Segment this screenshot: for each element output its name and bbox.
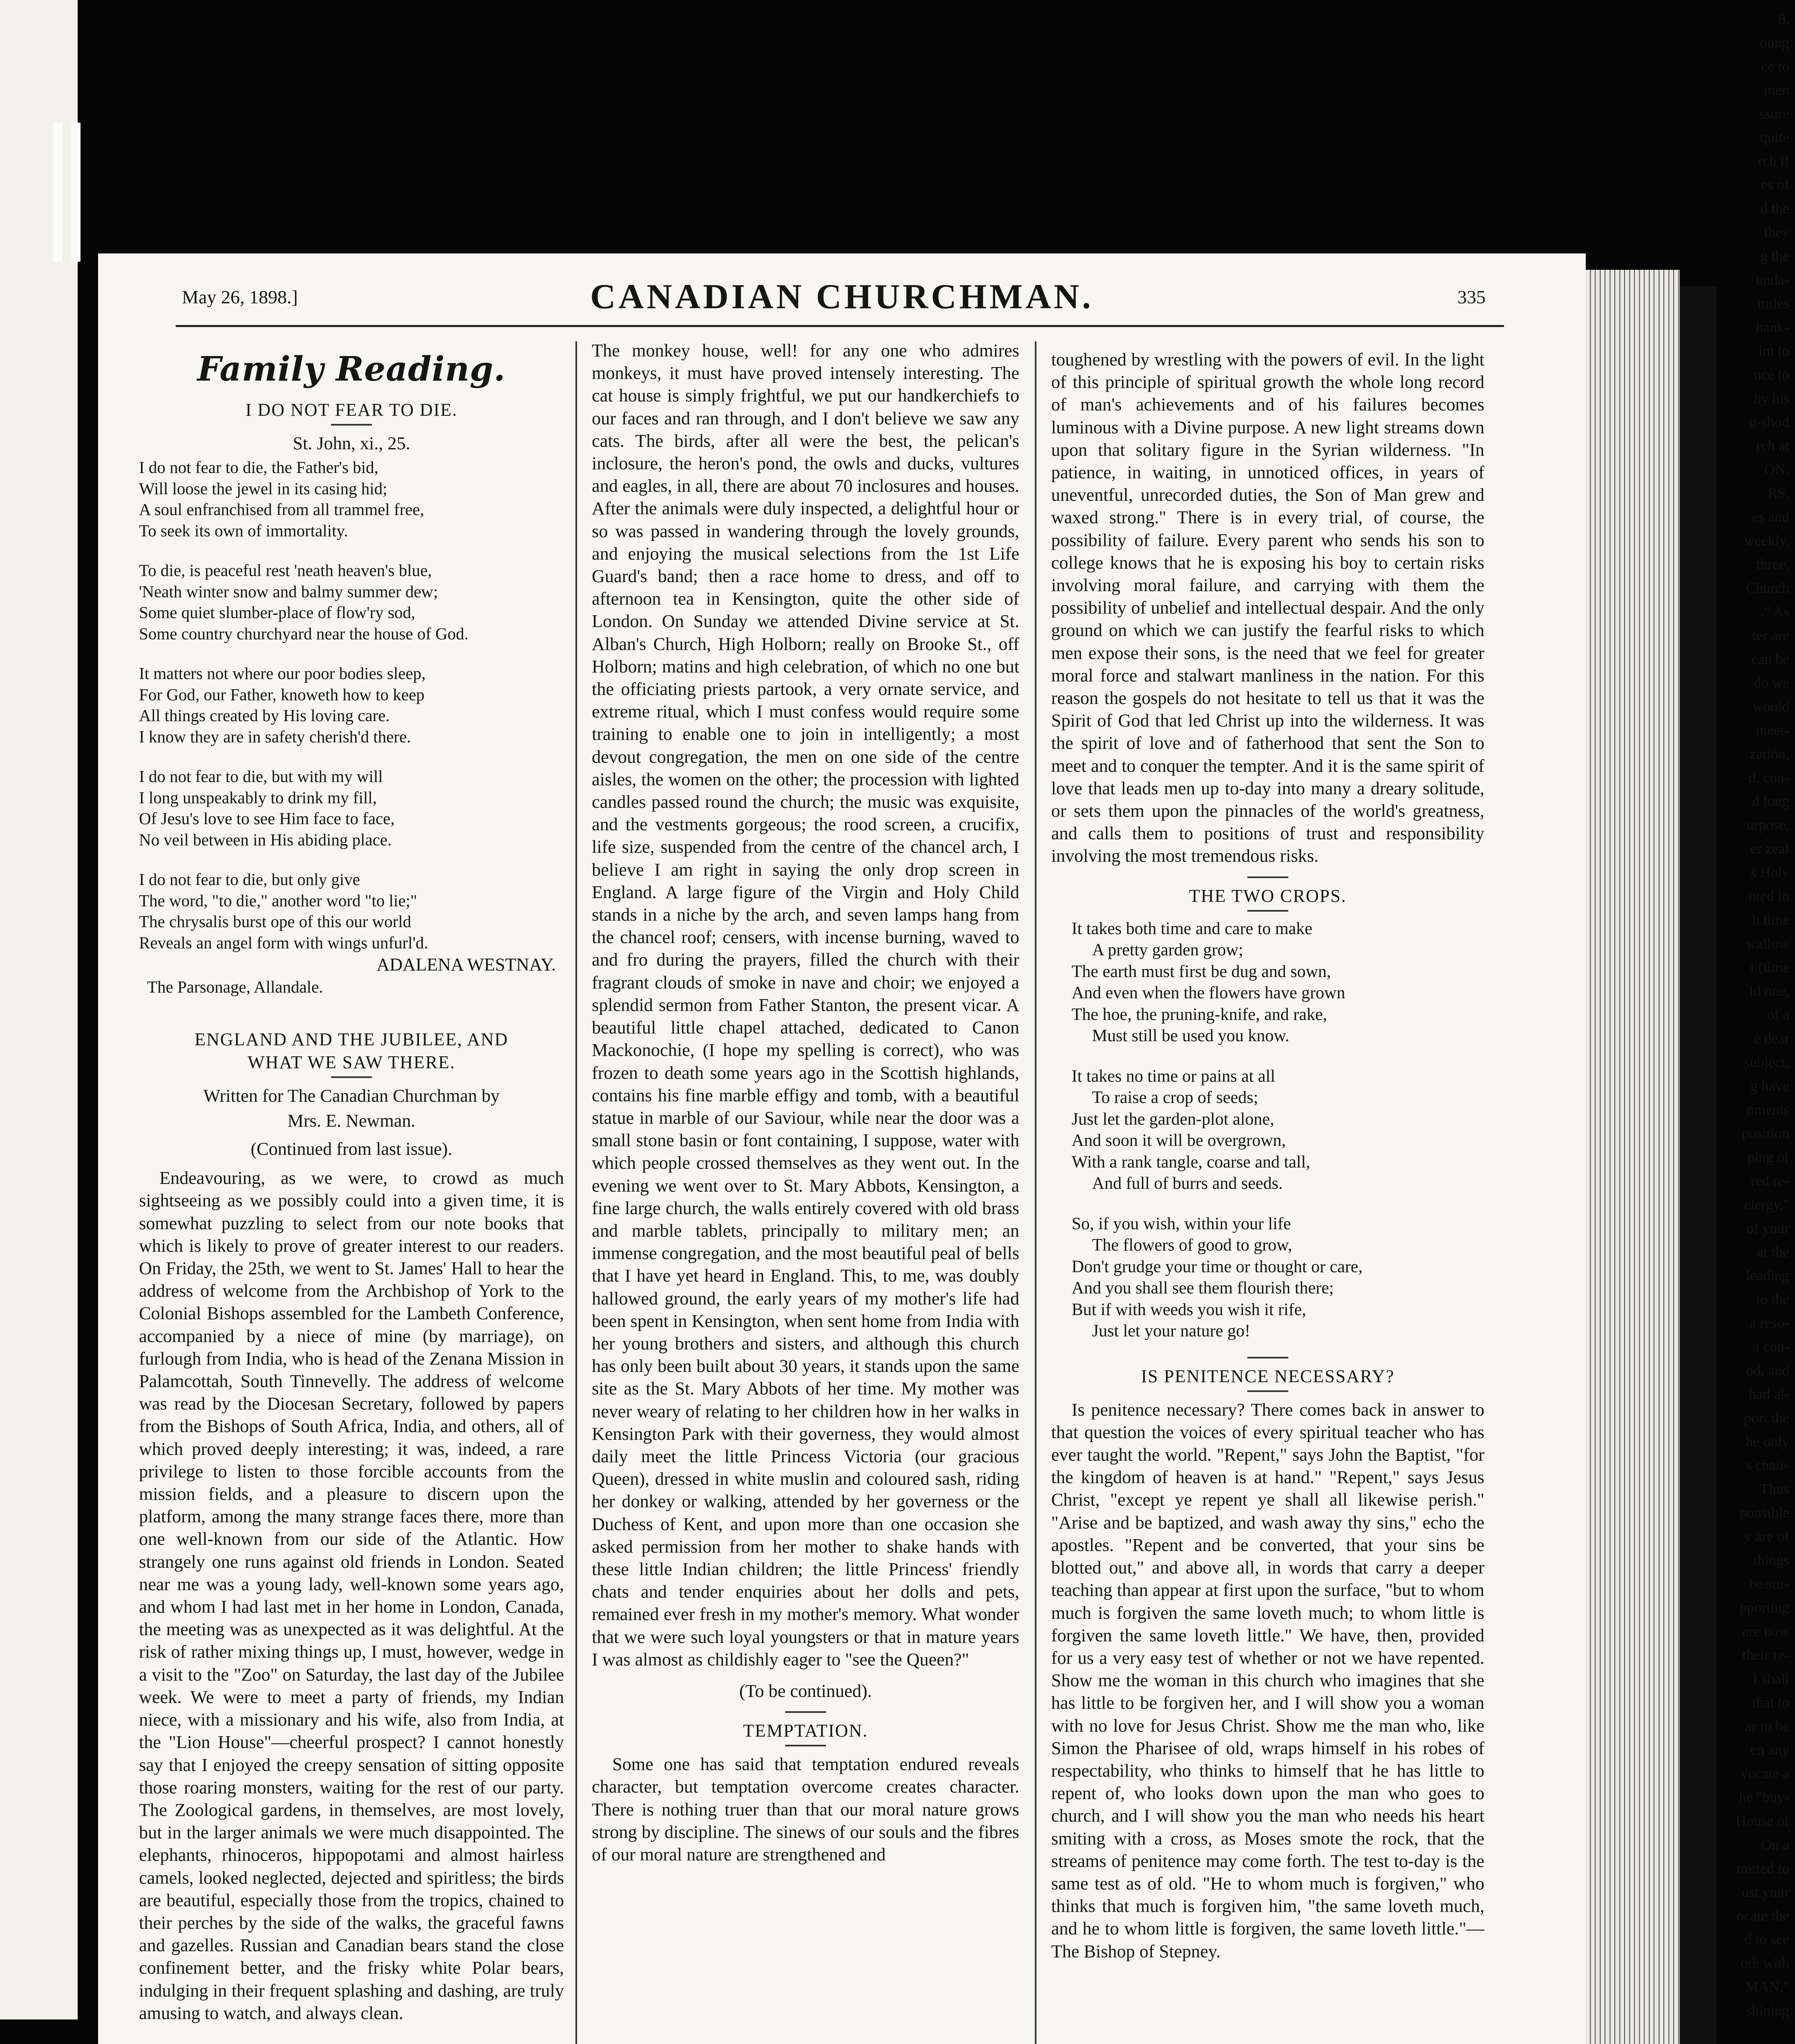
penitence-body: Is penitence necessary? There comes back in answer to that question the voices of every spiritual teacher who has ever taught the world. "Repent," says John the Baptist, "for the kingdom of heaven is at hand." "Repent," says Jesus Christ, "except ye repent ye shall all likewise perish." "Arise and be baptized, and wash away thy sins," echo the apostles. "Repent and be converted, that your sins be blotted out," and above all, in words that carry a deeper teaching than appear at first upon the surface, "but to whom much is forgiven the same loveth much; to whom little is forgiven the same loveth little." We have, then, provided for us a very easy test of whether or not we have repented. Show me the woman in this church who imagines that she has little to be forgiven her, and I will show you a woman with no love for Jesus Christ. Show me the man who, like Simon the Pharisee of old, wraps himself in his robes of respectability, who thinks to himself that he has little to repent of, who looks down upon the man who goes to church, and I will show you the man who needs his heart smiting with a cross, as Moses smote the rock, that the streams of penitence may come forth. The test to-day is the same test as of old. "He to whom much is forgiven," who thinks that much is forgiven him, "the same loveth much, and he to whom little is forgiven, the same loveth little."—The Bishop of Stepney. bbox=[1051, 1399, 1484, 1961]
temptation-body: Some one has said that temptation endured reveals character, but temptation overcome creates character. There is nothing truer than that our moral nature grows strong by discipline. The sinews of our souls and the fibres of our moral nature are strengthened and bbox=[592, 1754, 1019, 1865]
stanza-break bbox=[139, 644, 564, 663]
poem-line: The flowers of good to grow, bbox=[1092, 1236, 1292, 1255]
article-title: ENGLAND AND THE JUBILEE, AND bbox=[195, 1029, 508, 1049]
poem-line: Just let the garden-plot alone, bbox=[1072, 1109, 1274, 1129]
header-rule bbox=[176, 325, 1504, 327]
poem-line: Don't grudge your time or thought or care, bbox=[1072, 1257, 1363, 1276]
section-rule bbox=[1247, 1357, 1288, 1358]
page-number: 335 bbox=[1457, 287, 1486, 307]
title-rule bbox=[1247, 1390, 1288, 1392]
poem-line: I long unspeakably to drink my fill, bbox=[139, 788, 377, 807]
poem-verses bbox=[139, 457, 564, 953]
title-rule bbox=[785, 1745, 826, 1746]
poem-line: With a rank tangle, coarse and tall, bbox=[1072, 1152, 1310, 1172]
masthead-title: CANADIAN CHURCHMAN. bbox=[590, 277, 1094, 316]
poem-reference: St. John, xi., 25. bbox=[293, 433, 410, 453]
poem-line: It takes both time and care to make bbox=[1072, 919, 1312, 938]
poem-line: It takes no time or pains at all bbox=[1072, 1067, 1276, 1086]
column-3 bbox=[1051, 348, 1484, 1963]
column-divider bbox=[575, 341, 577, 2044]
binding-shadow bbox=[1680, 286, 1717, 2044]
stanza-break bbox=[139, 850, 564, 869]
column-2 bbox=[592, 339, 1019, 1866]
stanza-break bbox=[1051, 1195, 1484, 1213]
poem-line: To die, is peaceful rest 'neath heaven's blue, bbox=[139, 561, 432, 580]
poem-line: Of Jesu's love to see Him face to face, bbox=[139, 809, 395, 828]
newspaper-page bbox=[98, 253, 1586, 2044]
poem-line: I do not fear to die, but only give bbox=[139, 870, 360, 889]
byline-author: Mrs. E. Newman. bbox=[287, 1110, 416, 1131]
poem-line: No veil between in His abiding place. bbox=[139, 830, 392, 849]
poem-line: Must still be used you know. bbox=[1092, 1026, 1289, 1046]
poem-line: All things created by His loving care. bbox=[139, 706, 390, 725]
stanza-break bbox=[139, 541, 564, 560]
section-rule bbox=[785, 1711, 826, 1713]
poem-line: And even when the flowers have grown bbox=[1072, 984, 1345, 1003]
poem-line: But if with weeds you wish it rife, bbox=[1072, 1300, 1306, 1319]
temptation-body-continued: toughened by wrestling with the powers of evil. In the light of this principle of spiritual growth the whole long record of man's achievements and of his failures becomes luminous with a Divine purpose. A new light streams down upon that solitary figure in the Syrian wilderness. "In patience, in waiting, in unnoticed offices, in years of uneventful, unrecorded duties, the Son of Man grew and waxed strong." There is in every trial, of course, the possibility of failure. Every parent who sends his son to college knows that he is exposing his boy to certain risks involving moral failure, and carrying with them the possibility of unbelief and intellectual despair. And the only ground on which we can justify the fearful risks to which men expose their sons, is the need that we feel for greater moral force and stalwart manliness in the nation. For this reason the gospels do not hesitate to tell us that it was the Spirit of God that led Christ up into the wilderness. It was the spirit of love and of fatherhood that sent the Son to meet and to conquer the tempter. And it is the same spirit of love that leads men up to-day into many a dreary solitude, or sets them upon the pinnacles of the world's greatness, and calls them to positions of trust and responsibility involving the most tremendous risks. bbox=[1051, 350, 1484, 866]
column-divider bbox=[1035, 341, 1036, 2044]
article-title-line2: WHAT WE SAW THERE. bbox=[247, 1052, 456, 1072]
poem-line: Some quiet slumber-place of flow'ry sod, bbox=[139, 603, 416, 622]
poem-line: So, if you wish, within your life bbox=[1072, 1214, 1291, 1233]
poem-line: The hoe, the pruning-knife, and rake, bbox=[1072, 1005, 1327, 1024]
penitence-title: IS PENITENCE NECESSARY? bbox=[1141, 1366, 1395, 1386]
byline: Written for The Canadian Churchman by bbox=[203, 1085, 500, 1106]
article-body-continued: The monkey house, well! for any one who admires monkeys, it must have proved intensely interesting. The cat house is simply frightful, we put our handkerchiefs to our faces and ran through, and I don't believe we saw any cats. The birds, after all were the best, the pelican's inclosure, the heron's pond, the owls and ducks, vultures and eagles, in all, there are about 70 inclosures and houses. After the animals were duly inspected, a delightful hour or so was passed in wandering through the lovely grounds, and enjoying the musical selections from the 1st Life Guard's band; then a race home to dress, and off to afternoon tea in Kensington, quite the other side of London. On Sunday we attended Divine service at St. Alban's Church, High Holborn; really on Brooke St., off Holborn; matins and high celebration, of which no one but the officiating priests partook, a very ornate service, and extreme ritual, which I must confess would require some training to enable one to join in intelligently; a most devout congregation, the men on one side of the centre aisles, the women on the other; the procession with lighted candles passed round the church; the music was exquisite, and the vestments gorgeous; the rood screen, a crucifix, life size, suspended from the centre of the chancel arch, I believe I am right in saying the only drop screen in England. A large figure of the Virgin and Holy Child stands in a niche by the arch, and seven lamps hang from the chancel roof; censers, with incense burning, waved to and fro during the prayers, filled the church with their fragrant clouds of smoke in nave and choir; we enjoyed a splendid sermon from Father Stanton, the present vicar. A beautiful little chapel attached, dedicated to Canon Mackonochie, (I hope my spelling is correct), who was frozen to death some years ago in the Scottish highlands, contains his fine marble effigy and tomb, with a beautiful statue in marble of our Saviour, while near the door was a small stone basin or font containing, I suppose, water with which people crossed themselves as they went out. In the evening we went over to St. Mary Abbots, Kensington, a fine large church, the walls entirely covered with old brass and marble tablets, principally to military men; an immense congregation, and the most beautiful peal of bells that I have yet heard in England. This, to me, was doubly hallowed ground, the early years of my mother's life had been spent in Kensington, when sent home from India with her young brothers and sisters, and although this church has only been built about 30 years, it stands upon the same site as the St. Mary Abbots of her time. My mother was never weary of relating to her children how in her walks in Kensington Park with their governess, they would almost daily meet the little Princess Victoria (our gracious Queen), dressed in white muslin and coloured sash, riding her donkey or walking, attended by her governess or the Duchess of Kent, and upon more than one occasion she asked permission from her mother to shake hands with these little Indian children; the little Princess' friendly chats and tender enquiries about her dolls and pets, remained ever fresh in my mother's memory. What wonder that we were such loyal youngsters or that in mature years I was almost as childishly eager to "see the Queen?" bbox=[592, 341, 1019, 1670]
poem-line: The word, "to die," another word "to lie;" bbox=[139, 891, 417, 910]
title-rule bbox=[331, 424, 372, 426]
poem-title: THE TWO CROPS. bbox=[1189, 885, 1347, 906]
poem-line: A pretty garden grow; bbox=[1092, 941, 1243, 960]
poem-line: I do not fear to die, but with my will bbox=[139, 767, 383, 786]
poem-line: To seek its own of immortality. bbox=[139, 521, 348, 540]
column-1 bbox=[139, 337, 564, 2024]
poem-line: For God, our Father, knoweth how to keep bbox=[139, 685, 425, 704]
previous-page-fragment: 8. oung ce to men ssure quite rch if es of d the they g the unda- miles hank- im to nce to by his o-shod rch at ON. RS. es and weekly, three, Church ." As ter are can be do we would meet- zation, d, con- d long urpose, er zeal s Holy oted in h time wallow t (time ld one, of a e dear subject, g have nments position ping of red re- elergy." of your at the leading to the a reso- n con- od, and had al- port the he only s chair- Thus ponsible y are of things be sur- pporting are now their re- I shall that to ar to be en any vocate a he "buy- House of On a mitted to ust your ocate the d to see oth with MAN." shining bbox=[0, 0, 78, 2019]
poem-place: The Parsonage, Allandale. bbox=[147, 977, 323, 997]
title-rule bbox=[1247, 910, 1288, 912]
poem-line: And you shall see them flourish there; bbox=[1072, 1279, 1334, 1298]
poem-verses bbox=[1051, 918, 1484, 1342]
poem-line: A soul enfranchised from all trammel free, bbox=[139, 500, 424, 519]
to-be-continued: (To be continued). bbox=[739, 1681, 872, 1701]
continued-note: (Continued from last issue). bbox=[251, 1139, 452, 1159]
poem-title: I DO NOT FEAR TO DIE. bbox=[245, 400, 458, 420]
poem-line: The chrysalis burst ope of this our world bbox=[139, 912, 412, 931]
poem-line: And full of burrs and seeds. bbox=[1092, 1174, 1283, 1193]
poem-line: Just let your nature go! bbox=[1092, 1322, 1251, 1341]
poem-line: Will loose the jewel in its casing hid; bbox=[139, 479, 387, 498]
issue-date: May 26, 1898.] bbox=[182, 287, 298, 307]
article-body: Endeavouring, as we were, to crowd as much sightseeing as we possibly could into a given time, it is somewhat puzzling to select from our note books that which is likely to prove of greater interest to our readers. On Friday, the 25th, we went to St. James' Hall to hear the address of welcome from the Archbishop of York to the Colonial Bishops assembled for the Lambeth Conference, accompanied by a niece of mine (by marriage), on furlough from India, who is head of the Zenana Mission in Palamcottah, South Tinnevelly. The address of welcome was read by the Diocesan Secretary, followed by papers from the Bishops of South Africa, India, and others, all of which proved deeply interesting; it was, indeed, a rare privilege to listen to those forcible accounts from the mission fields, and a pleasure to discern upon the platform, among the many strange faces there, more than one well-known from our side of the Atlantic. How strangely one runs against old friends in London. Seated near me was a young lady, well-known some years ago, and whom I had last met in her home in London, Canada, the meeting was as unexpected as it was delightful. At the risk of rather mixing things up, I must, however, wedge in a visit to the "Zoo" on Saturday, the last day of the Jubilee week. We were to meet a party of friends, my Indian niece, with a missionary and his wife, also from India, at the "Lion House"—cheerful prospect? I cannot honestly say that I enjoyed the creepy sensation of sitting opposite those roaring monsters, waiting for the rest of our party. The Zoological gardens, in themselves, are most lovely, but in the larger animals we were much disappointed. The elephants, rhinoceros, hippopotami and almost hairless camels, looked neglected, dejected and spiritless; the birds are beautiful, especially those from the tropics, chained to their perches by the side of the walks, the graceful fawns and gazelles. Russian and Canadian bears stand the close confinement better, and the frisky white Polar bears, indulging in their frequent splashing and dashing, are truly amusing to watch, and always clean. bbox=[139, 1168, 564, 2023]
poem-line: To raise a crop of seeds; bbox=[1092, 1088, 1258, 1107]
poem-line: It matters not where our poor bodies sleep, bbox=[139, 664, 426, 683]
stanza-break bbox=[1051, 1047, 1484, 1066]
title-rule bbox=[331, 1076, 372, 1078]
stanza-break bbox=[139, 747, 564, 766]
temptation-title: TEMPTATION. bbox=[743, 1721, 868, 1741]
section-title: Family Reading. bbox=[197, 350, 506, 389]
poem-line: And soon it will be overgrown, bbox=[1072, 1131, 1286, 1150]
poem-line: The earth must first be dug and sown, bbox=[1072, 962, 1331, 981]
poem-line: I know they are in safety cherish'd there. bbox=[139, 727, 411, 746]
section-rule bbox=[1247, 876, 1288, 878]
poem-line: 'Neath winter snow and balmy summer dew; bbox=[139, 582, 438, 601]
page-stack-edge bbox=[1586, 270, 1680, 2044]
poem-line: Reveals an angel form with wings unfurl'd. bbox=[139, 933, 428, 952]
poem-line: I do not fear to die, the Father's bid, bbox=[139, 458, 378, 477]
poem-line: Some country churchyard near the house of God. bbox=[139, 624, 469, 643]
poem-author: ADALENA WESTNAY. bbox=[376, 955, 556, 975]
